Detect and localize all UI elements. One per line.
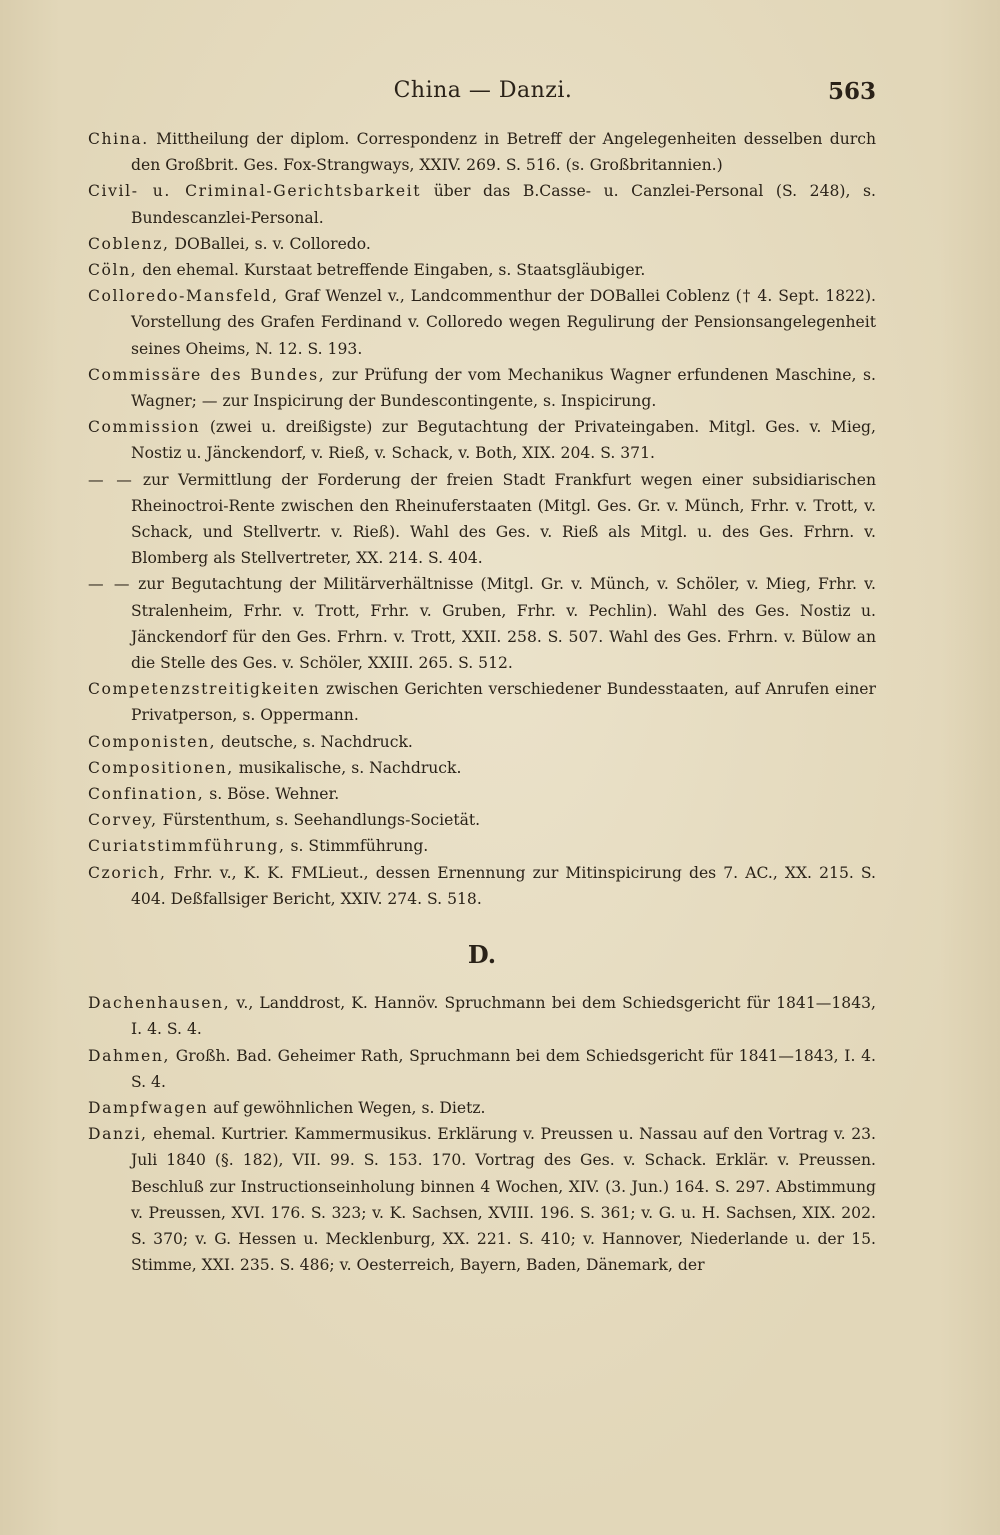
index-entry-commissaere	[88, 362, 876, 414]
entry-term: Dampfwagen	[88, 1098, 209, 1117]
entry-term: Competenzstreitigkeiten	[88, 680, 321, 699]
entry-text: Mittheilung der diplom. Correspondenz in Betreff der Angelegenheiten desselben durch den Großbrit. Ges. Fox-Strangways, XXIV. 269. S. 516. (s. Großbritannien.)	[131, 130, 876, 175]
index-entry-czorich	[88, 860, 876, 912]
entry-text: s. Stimmführung.	[285, 837, 429, 856]
entry-term: Confination,	[88, 785, 205, 804]
entry-text: zur Begutachtung der Militärverhältnisse (Mitgl. Gr. v. Münch, v. Schöler, v. Mieg, Frhr. v. Stralenheim, Frhr. v. Trott, Frhr. v. Gruben, Frhr. v. Pechlin). Wahl des Ges. Nostiz u. Jänckendorf für den Ges. Frhrn. v. Trott, XXII. 258. S. 507. Wahl des Ges. Frhrn. v. Bülow an die Stelle des Ges. v. Schöler, XXIII. 265. S. 512.	[131, 575, 876, 673]
entry-term: Dachenhausen,	[88, 994, 231, 1013]
entry-text: Frhr. v., K. K. FMLieut., dessen Ernennung zur Mitinspicirung des 7. AC., XX. 215. S. 404. Deßfallsiger Bericht, XXIV. 274. S. 518.	[131, 863, 876, 908]
entry-text: zur Prüfung der vom Mechanikus Wagner erfundenen Maschine, s. Wagner; — zur Inspicirung der Bundescontingente, s. Inspicirung.	[131, 365, 876, 411]
entry-term: Coblenz,	[88, 234, 170, 253]
entry-text: Fürstenthum, s. Seehandlungs-Societät.	[157, 811, 481, 830]
index-entry-commission	[88, 414, 876, 466]
index-entry-dahmen	[88, 1043, 876, 1095]
entry-text: Graf Wenzel v., Landcommenthur der DOBallei Coblenz († 4. Sept. 1822). Vorstellung des Grafen Ferdinand v. Colloredo wegen Regulirung der Pensionsangelegenheit seines Oheims, N. 12. S. 193.	[131, 287, 876, 358]
entry-term: Civil- u. Criminal-Gerichtsbarkeit	[88, 182, 422, 201]
entry-term: Cöln,	[88, 261, 138, 280]
entry-text: s. Böse. Wehner.	[204, 785, 340, 804]
entry-term: China.	[88, 130, 149, 148]
entry-text: den ehemal. Kurstaat betreffende Eingaben, s. Staatsgläubiger.	[137, 261, 646, 280]
entry-text: musikalische, s. Nachdruck.	[233, 758, 462, 777]
entry-text: (zwei u. dreißigste) zur Begutachtung der Privateingaben. Mitgl. Ges. v. Mieg, Nostiz u. Jänckendorf, v. Rieß, v. Schack, v. Both, XIX. 204. S. 371.	[131, 418, 876, 463]
entry-term: — —	[88, 575, 132, 594]
section-letter-heading: D.	[467, 940, 497, 970]
index-entry-danzi	[88, 1121, 876, 1278]
entry-text: ehemal. Kurtrier. Kammermusikus. Erklärung v. Preussen u. Nassau auf den Vortrag v. 23. Juli 1840 (§. 182), VII. 99. S. 153. 170. Vortrag des Ges. v. Schack. Erklär. v. Preussen. Beschluß zur Instructionseinholung binnen 4 Wochen, XIV. (3. Jun.) 164. S. 297. Abstimmung v. Preussen, XVI. 176. S. 323; v. K. Sachsen, XVIII. 196. S. 361; v. G. u. H. Sachsen, XIX. 202. S. 370; v. G. Hessen u. Mecklenburg, XX. 221. S. 410; v. Hannover, Niederlande u. der 15. Stimme, XXI. 235. S. 486; v. Oesterreich, Bayern, Baden, Dänemark, der	[131, 1125, 876, 1275]
index-entry-colloredo	[88, 283, 876, 362]
index-entry-coblenz	[88, 231, 876, 257]
entry-text: zwischen Gerichten verschiedener Bundesstaaten, auf Anrufen einer Privatperson, s. Oppermann.	[131, 680, 876, 725]
entry-term: Commission	[88, 418, 201, 437]
entry-term: Danzi,	[88, 1125, 148, 1144]
entry-term: Componisten,	[88, 732, 217, 751]
page-number: 563	[827, 78, 876, 105]
entry-text: über das B.Casse- u. Canzlei-Personal (S. 248), s. Bundescanzlei-Personal.	[131, 182, 876, 227]
index-entry-corvey	[88, 807, 876, 833]
page-header	[90, 78, 876, 114]
index-entry-confination	[88, 781, 876, 807]
entry-text: deutsche, s. Nachdruck.	[216, 732, 413, 751]
entry-term: Colloredo-Mansfeld,	[88, 287, 279, 306]
index-entry-dachenhausen	[88, 990, 876, 1042]
index-entry-curiatstimmfuehrung	[88, 833, 876, 859]
index-entry-componisten	[88, 729, 876, 755]
entry-term: Compositionen,	[88, 758, 234, 777]
index-entry-commission-militaer	[88, 571, 876, 676]
entry-text: auf gewöhnlichen Wegen, s. Dietz.	[208, 1098, 486, 1117]
index-entry-commission-rheinoctroi	[88, 467, 876, 572]
running-head: China — Danzi.	[393, 78, 573, 103]
entry-term: Dahmen,	[88, 1046, 171, 1065]
entry-term: — —	[88, 470, 134, 489]
entry-term: Czorich,	[88, 863, 167, 882]
entry-term: Corvey,	[88, 811, 158, 830]
entry-term: Commissäre des Bundes,	[88, 365, 326, 384]
index-entry-civil-criminal	[88, 178, 876, 230]
index-text	[88, 126, 876, 1278]
index-entry-china	[88, 126, 876, 178]
index-entry-dampfwagen	[88, 1095, 876, 1121]
entry-text: Großh. Bad. Geheimer Rath, Spruchmann bei dem Schiedsgericht für 1841—1843, I. 4. S. 4.	[131, 1046, 876, 1091]
index-entry-coeln	[88, 257, 876, 283]
index-entry-competenzstreitigkeiten	[88, 676, 876, 728]
entry-text: zur Vermittlung der Forderung der freien Stadt Frankfurt wegen einer subsidiarischen Rheinoctroi-Rente zwischen den Rheinuferstaaten (Mitgl. Ges. Gr. v. Münch, Frhr. v. Trott, v. Schack, und Stellvertr. v. Rieß). Wahl des Ges. v. Rieß als Mitgl. u. des Ges. Frhrn. v. Blomberg als Stellvertreter, XX. 214. S. 404.	[131, 470, 876, 568]
entry-text: v., Landdrost, K. Hannöv. Spruchmann bei dem Schiedsgericht für 1841—1843, I. 4. S. 4.	[131, 994, 876, 1039]
entry-text: DOBallei, s. v. Colloredo.	[169, 234, 371, 253]
index-entry-compositionen	[88, 755, 876, 781]
entry-term: Curiatstimmführung,	[88, 837, 286, 856]
